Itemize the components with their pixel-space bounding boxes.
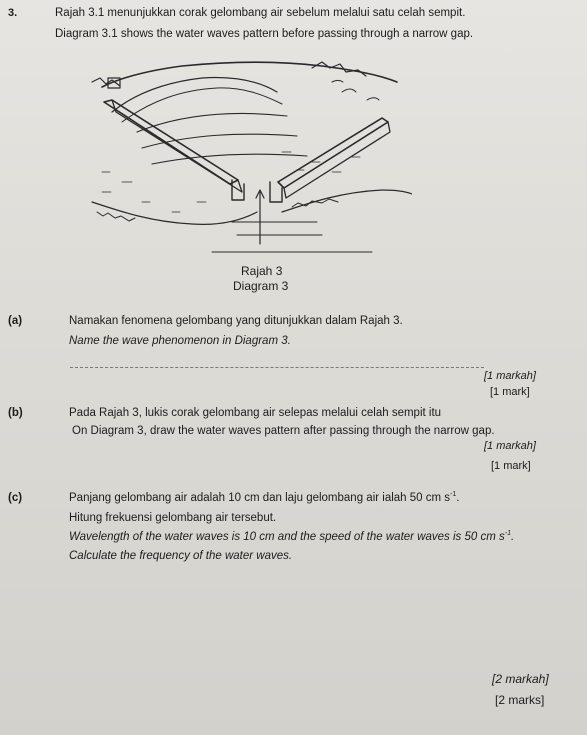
figure-caption-malay: Rajah 3 bbox=[241, 264, 283, 278]
rocky-shore bbox=[102, 62, 397, 87]
part-c-text-malay-2: Hitung frekuensi gelombang air tersebut. bbox=[69, 512, 277, 524]
exponent: -1 bbox=[504, 530, 511, 538]
exponent: -1 bbox=[450, 491, 457, 499]
wave-crest bbox=[152, 154, 307, 164]
part-b-label: (b) bbox=[8, 407, 23, 419]
answer-line[interactable] bbox=[70, 367, 484, 368]
wave-crest bbox=[137, 113, 287, 132]
part-c-label: (c) bbox=[8, 492, 23, 504]
question-number: 3. bbox=[8, 7, 18, 19]
part-b-marks-malay: [1 markah] bbox=[484, 440, 536, 452]
part-c-marks-english: [2 marks] bbox=[495, 693, 545, 707]
left-breakwater bbox=[104, 100, 238, 184]
part-b-text-malay: Pada Rajah 3, lukis corak gelombang air selepas melalui celah sempit itu bbox=[69, 407, 442, 419]
part-a-text-english: Name the wave phenomenon in Diagram 3. bbox=[69, 335, 291, 347]
part-c-text-english-1: Wavelength of the water waves is 10 cm and the speed of the water waves is 50 cm $s^{-1}$. bbox=[69, 530, 515, 543]
part-c-text-english-2: Calculate the frequency of the water waves. bbox=[69, 550, 293, 562]
part-b-marks-english: [1 mark] bbox=[491, 460, 531, 472]
part-c-text-malay-1: Panjang gelombang air adalah 10 cm dan laju gelombang air ialah 50 cm $s^{-1}$. bbox=[69, 491, 460, 504]
figure-caption-english: Diagram 3 bbox=[233, 279, 289, 293]
part-a-marks-english: [1 mark] bbox=[490, 386, 530, 398]
part-a-text-malay: Namakan fenomena gelombang yang ditunjukkan dalam Rajah 3. bbox=[69, 315, 403, 327]
part-a-label: (a) bbox=[8, 315, 23, 327]
wave-gap-diagram bbox=[82, 52, 412, 267]
question-intro-english: Diagram 3.1 shows the water waves pattern before passing through a narrow gap. bbox=[55, 28, 474, 40]
part-a-marks-malay: [1 markah] bbox=[484, 370, 536, 382]
part-c-marks-malay: [2 markah] bbox=[492, 672, 549, 686]
right-breakwater bbox=[278, 118, 388, 188]
part-b-text-english: On Diagram 3, draw the water waves pattern after passing through the narrow gap. bbox=[72, 425, 495, 437]
question-intro-malay: Rajah 3.1 menunjukkan corak gelombang air sebelum melalui satu celah sempit. bbox=[55, 7, 466, 19]
lower-shore bbox=[92, 202, 257, 224]
